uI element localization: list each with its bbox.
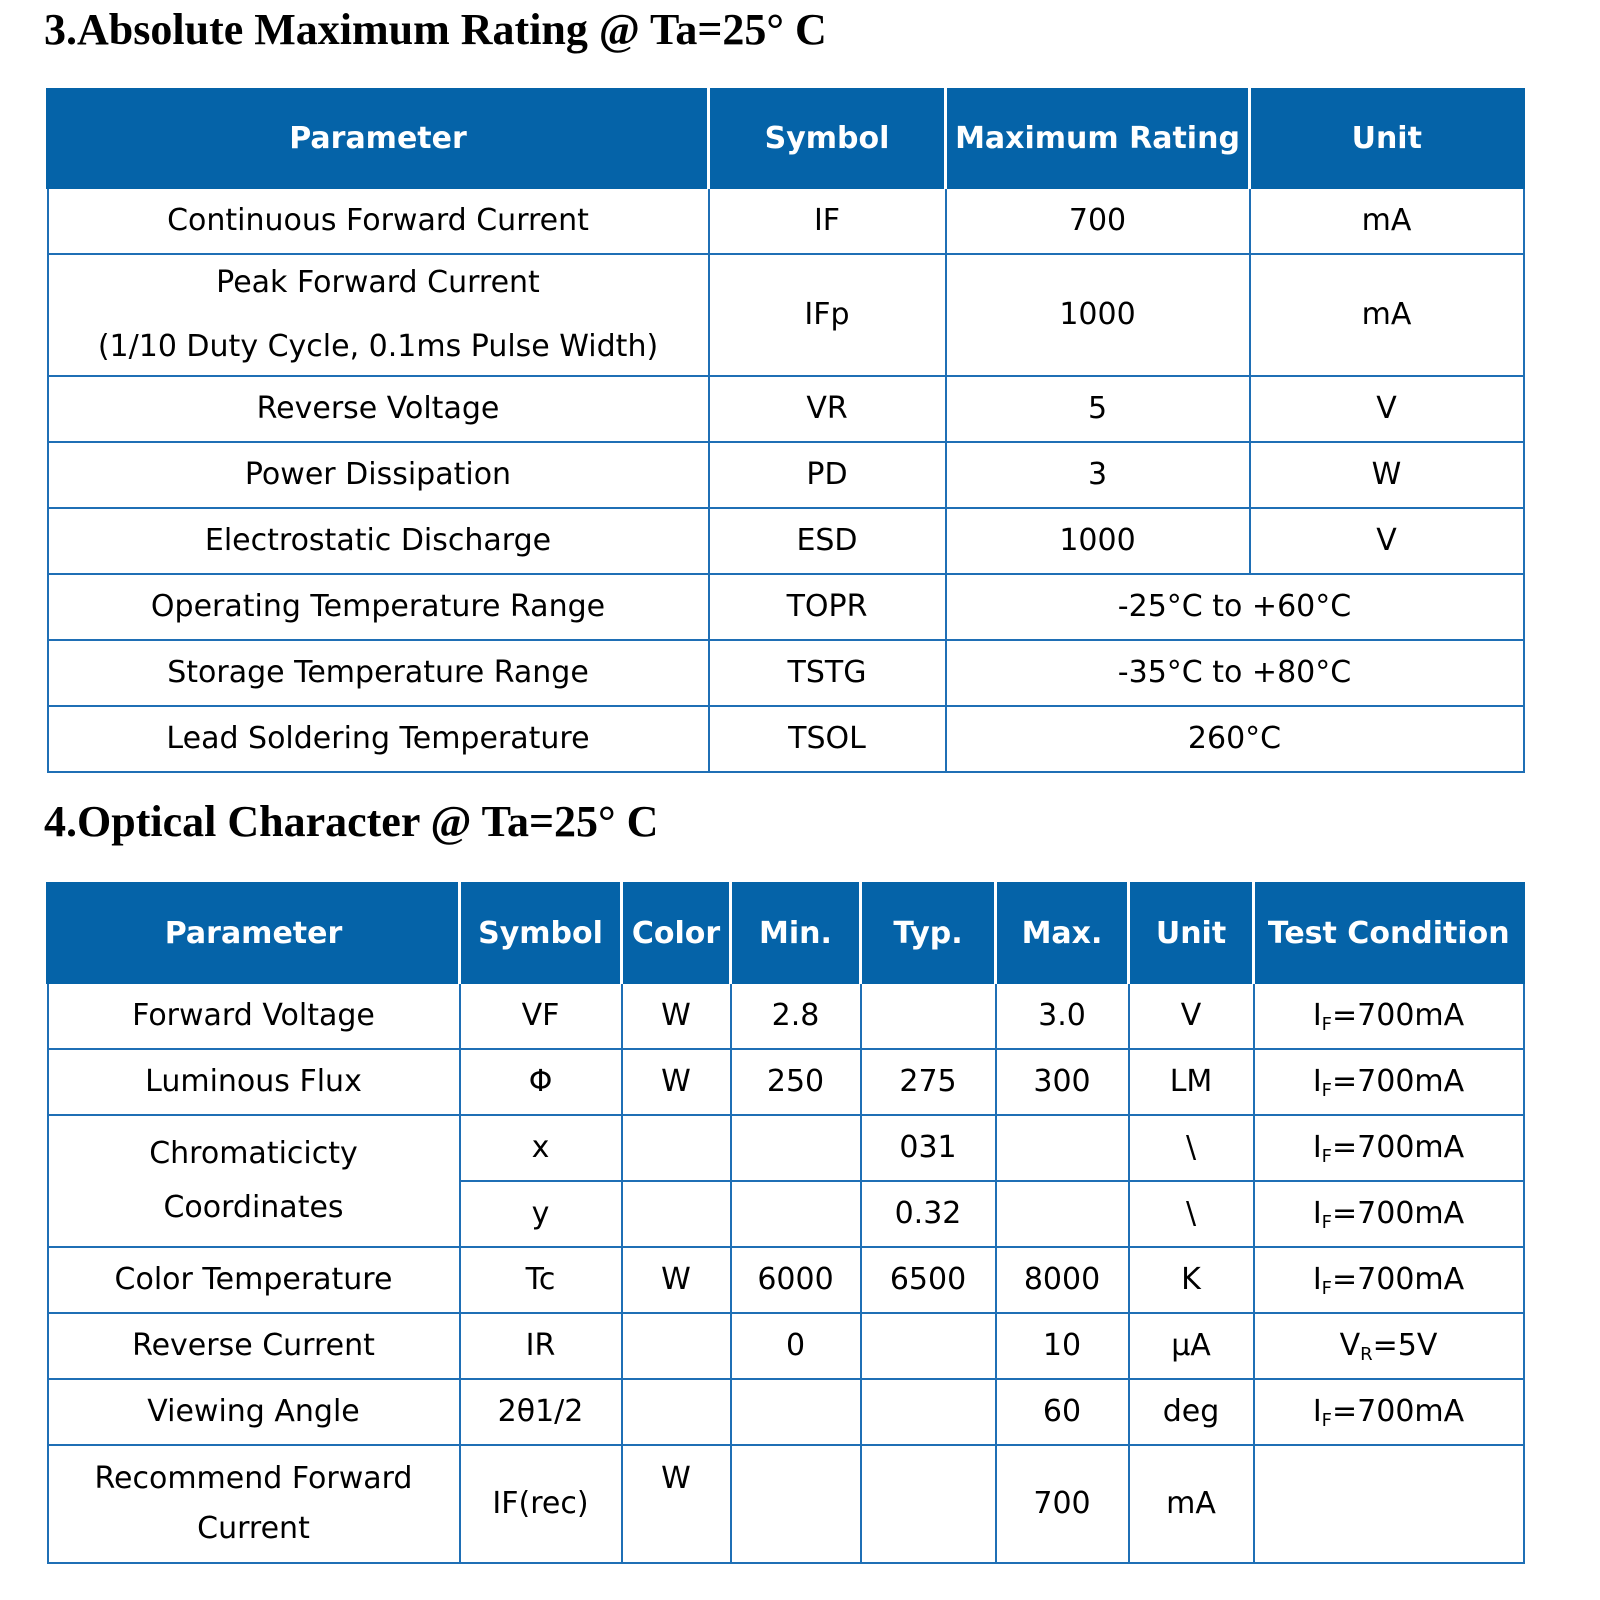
table-row — [48, 983, 1524, 1049]
typ-cell: 6500 — [861, 1247, 996, 1313]
table-row — [48, 254, 1524, 376]
min-cell: 250 — [731, 1049, 861, 1115]
parameter-cell: Color Temperature — [48, 1247, 460, 1313]
table-row — [48, 640, 1524, 706]
table-header-row — [48, 89, 1524, 188]
color-cell: W — [622, 1049, 731, 1115]
max-cell: 700 — [996, 1445, 1129, 1563]
rating-cell: 260°C — [946, 706, 1524, 772]
absolute-maximum-rating-table — [46, 88, 1525, 773]
symbol-cell: VF — [460, 983, 622, 1049]
symbol-cell: TSOL — [709, 706, 946, 772]
unit-cell: W — [1250, 442, 1524, 508]
col-header-parameter: Parameter — [48, 883, 460, 983]
min-cell — [731, 1445, 861, 1563]
symbol-cell: PD — [709, 442, 946, 508]
optical-character-table — [46, 882, 1525, 1564]
unit-cell: mA — [1129, 1445, 1254, 1563]
unit-cell: V — [1250, 376, 1524, 442]
parameter-cell: Luminous Flux — [48, 1049, 460, 1115]
rating-cell: 1000 — [946, 508, 1250, 574]
unit-cell: V — [1250, 508, 1524, 574]
symbol-cell: Tc — [460, 1247, 622, 1313]
table-row — [48, 1379, 1524, 1445]
parameter-cell: Power Dissipation — [48, 442, 709, 508]
max-cell: 3.0 — [996, 983, 1129, 1049]
col-header-unit: Unit — [1129, 883, 1254, 983]
rating-cell: 5 — [946, 376, 1250, 442]
parameter-cell: Chromaticicty Coordinates — [48, 1115, 460, 1247]
min-cell — [731, 1181, 861, 1247]
table-row — [48, 706, 1524, 772]
test-condition-cell: IF=700mA — [1254, 1379, 1524, 1445]
color-cell — [622, 1379, 731, 1445]
unit-cell: LM — [1129, 1049, 1254, 1115]
test-condition-cell: IF=700mA — [1254, 1247, 1524, 1313]
min-cell — [731, 1379, 861, 1445]
typ-cell — [861, 1379, 996, 1445]
typ-cell — [861, 983, 996, 1049]
max-cell: 8000 — [996, 1247, 1129, 1313]
unit-cell: μA — [1129, 1313, 1254, 1379]
test-condition-cell: IF=700mA — [1254, 1115, 1524, 1181]
rating-cell: 1000 — [946, 254, 1250, 376]
table-row — [48, 1313, 1524, 1379]
typ-cell: 031 — [861, 1115, 996, 1181]
color-cell: W — [622, 983, 731, 1049]
col-header-symbol: Symbol — [709, 89, 946, 188]
test-condition-cell: IF=700mA — [1254, 1049, 1524, 1115]
col-header-color: Color — [622, 883, 731, 983]
symbol-cell: IFp — [709, 254, 946, 376]
test-condition-cell: VR=5V — [1254, 1313, 1524, 1379]
rating-cell: -25°C to +60°C — [946, 574, 1524, 640]
typ-cell — [861, 1313, 996, 1379]
col-header-max: Max. — [996, 883, 1129, 983]
unit-cell: K — [1129, 1247, 1254, 1313]
section-3-title: 3.Absolute Maximum Rating @ Ta=25° C — [44, 5, 827, 54]
col-header-min: Min. — [731, 883, 861, 983]
col-header-symbol: Symbol — [460, 883, 622, 983]
symbol-cell: IF(rec) — [460, 1445, 622, 1563]
parameter-label: Peak Forward Current — [216, 264, 540, 300]
max-cell: 10 — [996, 1313, 1129, 1379]
symbol-cell: VR — [709, 376, 946, 442]
section-4-title: 4.Optical Character @ Ta=25° C — [44, 797, 659, 846]
parameter-cell: Electrostatic Discharge — [48, 508, 709, 574]
color-cell: W — [622, 1445, 731, 1563]
unit-cell: mA — [1250, 254, 1524, 376]
parameter-cell: Operating Temperature Range — [48, 574, 709, 640]
color-cell — [622, 1181, 731, 1247]
test-condition-cell: IF=700mA — [1254, 1181, 1524, 1247]
rating-cell: 3 — [946, 442, 1250, 508]
rating-cell: -35°C to +80°C — [946, 640, 1524, 706]
min-cell: 6000 — [731, 1247, 861, 1313]
parameter-cell: Storage Temperature Range — [48, 640, 709, 706]
table-row — [48, 1247, 1524, 1313]
min-cell: 2.8 — [731, 983, 861, 1049]
unit-cell: mA — [1250, 188, 1524, 254]
parameter-cell: Forward Voltage — [48, 983, 460, 1049]
unit-cell: \ — [1129, 1181, 1254, 1247]
symbol-cell: TOPR — [709, 574, 946, 640]
typ-cell — [861, 1445, 996, 1563]
symbol-cell: x — [460, 1115, 622, 1181]
parameter-cell: Reverse Current — [48, 1313, 460, 1379]
table-row — [48, 508, 1524, 574]
symbol-cell: IF — [709, 188, 946, 254]
max-cell: 300 — [996, 1049, 1129, 1115]
color-cell — [622, 1115, 731, 1181]
col-header-parameter: Parameter — [48, 89, 709, 188]
symbol-cell: Φ — [460, 1049, 622, 1115]
parameter-cell: Recommend Forward Current — [48, 1445, 460, 1563]
table-header-row — [48, 883, 1524, 983]
unit-cell: deg — [1129, 1379, 1254, 1445]
table-row — [48, 1049, 1524, 1115]
min-cell: 0 — [731, 1313, 861, 1379]
symbol-cell: IR — [460, 1313, 622, 1379]
typ-cell: 0.32 — [861, 1181, 996, 1247]
col-header-maximum-rating: Maximum Rating — [946, 89, 1250, 188]
table-row — [48, 188, 1524, 254]
color-cell — [622, 1313, 731, 1379]
color-cell: W — [622, 1247, 731, 1313]
col-header-test-condition: Test Condition — [1254, 883, 1524, 983]
test-condition-cell — [1254, 1445, 1524, 1563]
parameter-cell: Reverse Voltage — [48, 376, 709, 442]
parameter-cell — [48, 254, 709, 376]
parameter-cell: Continuous Forward Current — [48, 188, 709, 254]
table-row — [48, 574, 1524, 640]
max-cell — [996, 1115, 1129, 1181]
col-header-unit: Unit — [1250, 89, 1524, 188]
rating-cell: 700 — [946, 188, 1250, 254]
table-row — [48, 442, 1524, 508]
symbol-cell: y — [460, 1181, 622, 1247]
table-row — [48, 376, 1524, 442]
col-header-typ: Typ. — [861, 883, 996, 983]
typ-cell: 275 — [861, 1049, 996, 1115]
parameter-cell: Lead Soldering Temperature — [48, 706, 709, 772]
max-cell — [996, 1181, 1129, 1247]
symbol-cell: ESD — [709, 508, 946, 574]
table-row — [48, 1445, 1524, 1563]
min-cell — [731, 1115, 861, 1181]
test-condition-cell: IF=700mA — [1254, 983, 1524, 1049]
max-cell: 60 — [996, 1379, 1129, 1445]
unit-cell: \ — [1129, 1115, 1254, 1181]
symbol-cell: TSTG — [709, 640, 946, 706]
parameter-cell: Viewing Angle — [48, 1379, 460, 1445]
unit-cell: V — [1129, 983, 1254, 1049]
parameter-note: (1/10 Duty Cycle, 0.1ms Pulse Width) — [97, 329, 659, 364]
symbol-cell: 2θ1/2 — [460, 1379, 622, 1445]
table-row — [48, 1115, 1524, 1181]
